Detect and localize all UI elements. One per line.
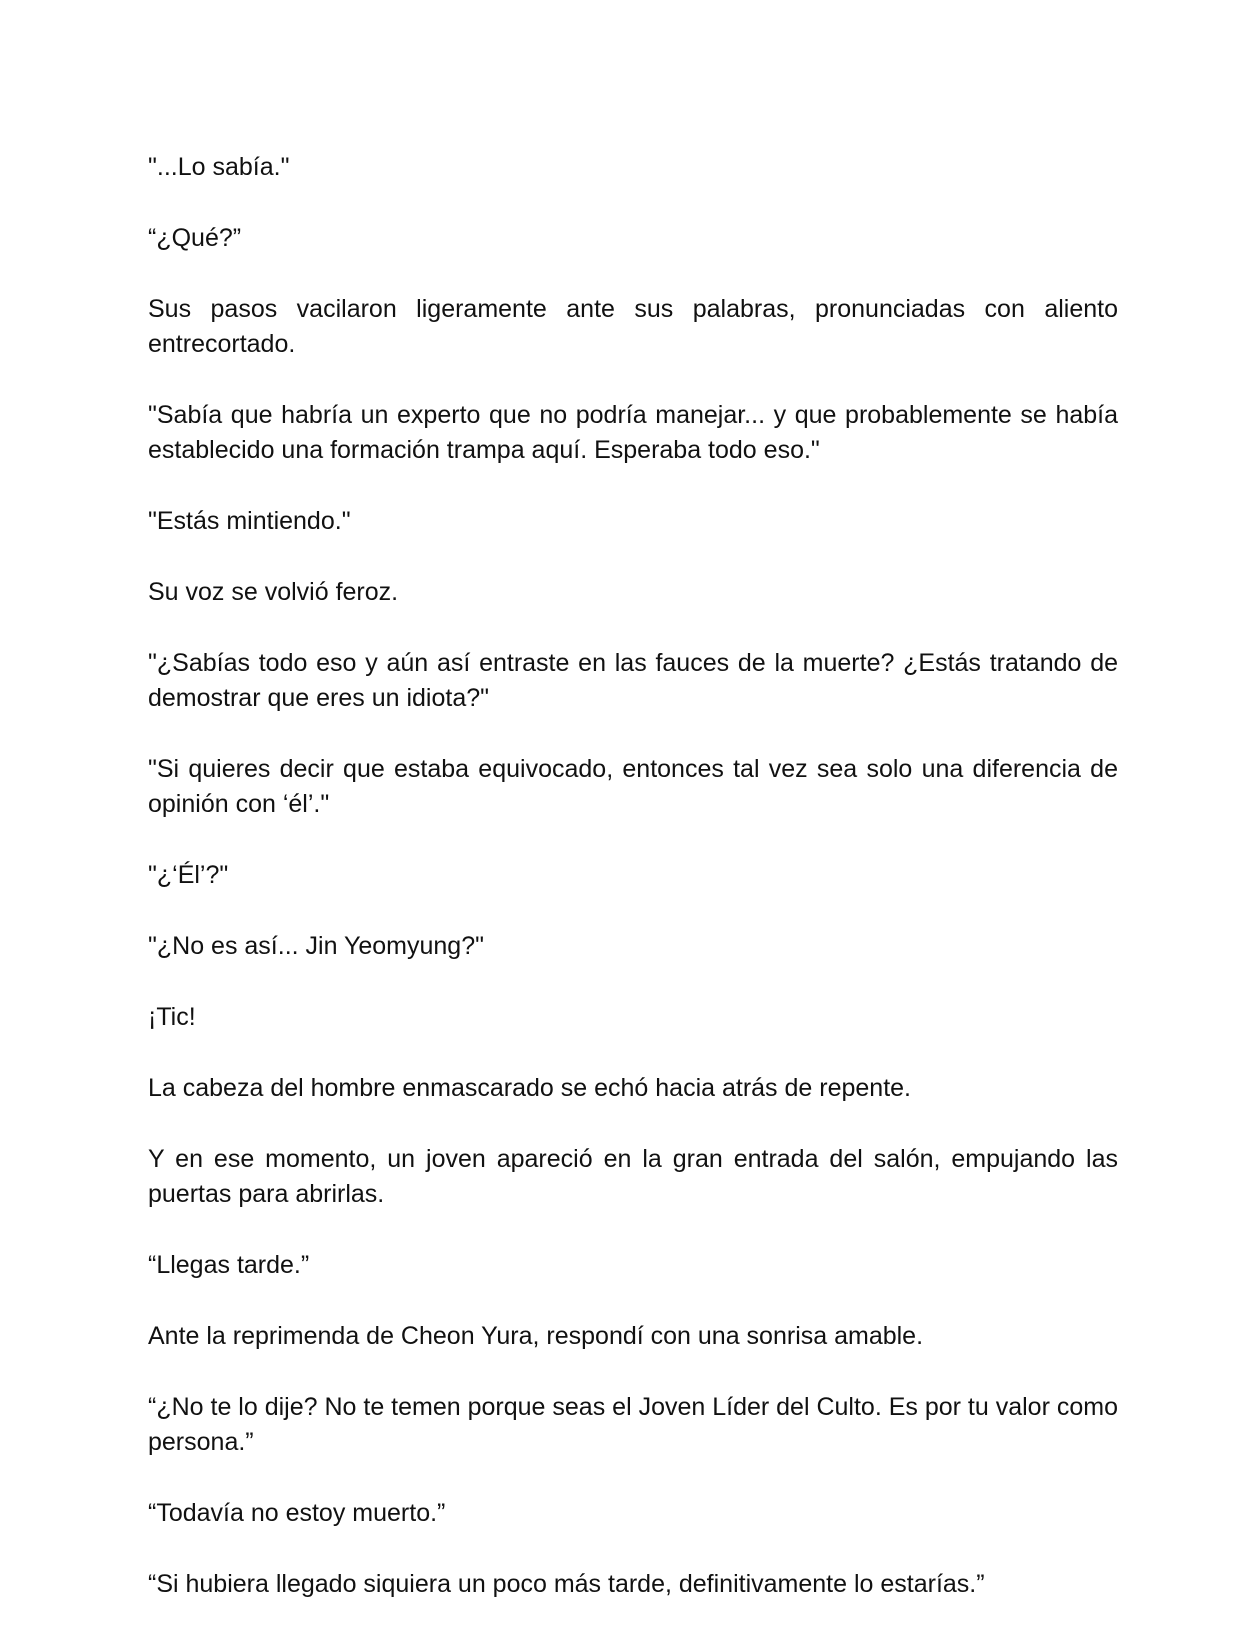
paragraph: “Si hubiera llegado siquiera un poco más tarde, definitivamente lo estarías.” [148, 1570, 985, 1598]
paragraph: La cabeza del hombre enmascarado se echó hacia atrás de repente. [148, 1074, 911, 1102]
paragraph: “Todavía no estoy muerto.” [148, 1499, 446, 1527]
paragraph: “Llegas tarde.” [148, 1251, 310, 1279]
paragraph: Su voz se volvió feroz. [148, 578, 399, 606]
paragraph: "¿No es así... Jin Yeomyung?" [148, 932, 484, 960]
paragraph: "...Lo sabía." [148, 153, 290, 181]
text-body [148, 150, 1118, 1638]
paragraph: "¿‘Él’?" [148, 861, 229, 889]
paragraph: Sus pasos vacilaron ligeramente ante sus palabras, pronunciadas con aliento entrecortado. [148, 295, 1118, 358]
paragraph: Ante la reprimenda de Cheon Yura, respondí con una sonrisa amable. [148, 1322, 924, 1350]
paragraph: Y en ese momento, un joven apareció en la gran entrada del salón, empujando las puertas para abrirlas. [148, 1145, 1118, 1208]
paragraph: ¡Tic! [148, 1003, 196, 1031]
paragraph: "Estás mintiendo." [148, 507, 351, 535]
paragraph: “¿Qué?” [148, 224, 242, 252]
paragraph: "¿Sabías todo eso y aún así entraste en las fauces de la muerte? ¿Estás tratando de demostrar que eres un idiota?" [148, 649, 1118, 712]
paragraph: "Sabía que habría un experto que no podría manejar... y que probablemente se había establecido una formación trampa aquí. Esperaba todo eso." [148, 401, 1118, 464]
paragraph: "Si quieres decir que estaba equivocado, entonces tal vez sea solo una diferencia de opinión con ‘él’." [148, 755, 1118, 818]
paragraph: “¿No te lo dije? No te temen porque seas el Joven Líder del Culto. Es por tu valor como persona.” [148, 1393, 1118, 1456]
